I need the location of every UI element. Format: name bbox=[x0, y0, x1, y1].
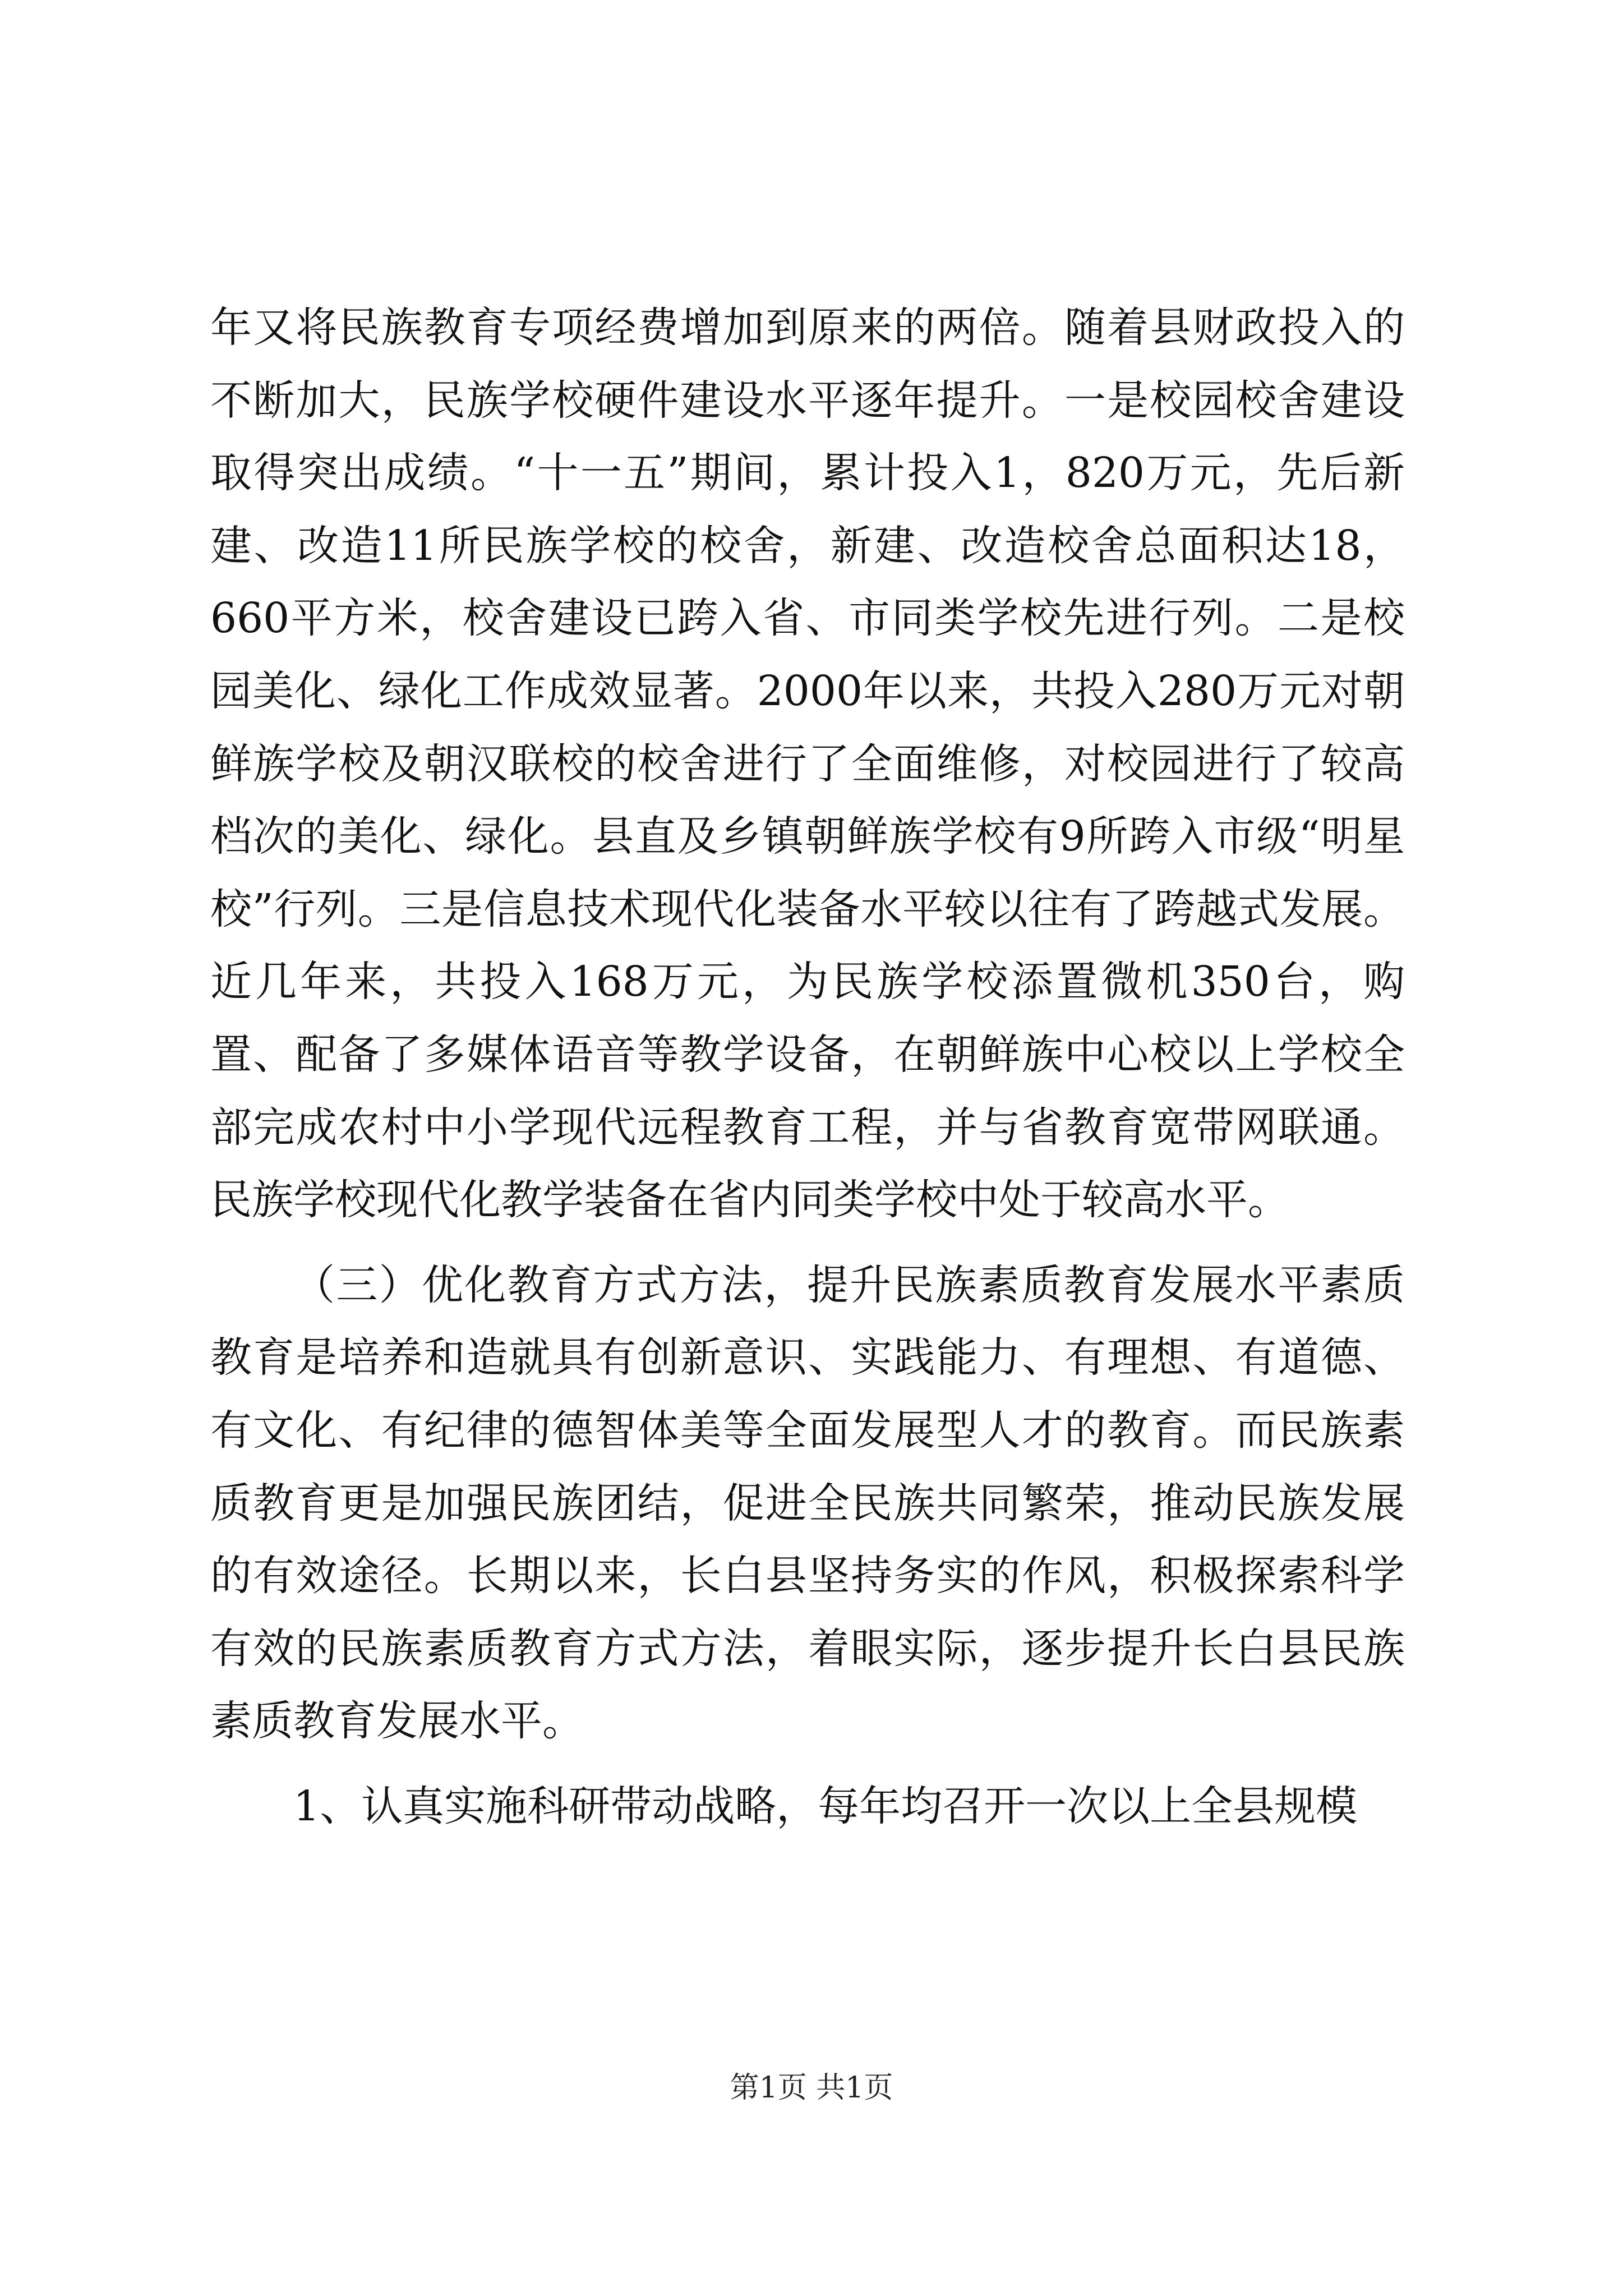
paragraph-hardware-investment: 年又将民族教育专项经费增加到原来的两倍。随着县财政投入的不断加大，民族学校硬件建设水平逐年提升。一是校园校舍建设取得突出成绩。“十一五”期间，累计投入1，820万元，先后新建、改造11所民族学校的校舍，新建、改造校舍总面积达18，660平方米，校舍建设已跨入省、市同类学校先进行列。二是校园美化、绿化工作成效显著。2000年以来，共投入280万元对朝鲜族学校及朝汉联校的校舍进行了全面维修，对校园进行了较高档次的美化、绿化。县直及乡镇朝鲜族学校有9所跨入市级“明星校”行列。三是信息技术现代化装备水平较以往有了跨越式发展。近几年来，共投入168万元，为民族学校添置微机350台，购置、配备了多媒体语音等教学设备，在朝鲜族中心校以上学校全部完成农村中小学现代远程教育工程，并与省教育宽带网联通。民族学校现代化教学装备在省内同类学校中处于较高水平。 bbox=[210, 303, 1405, 1225]
page-footer: 第1页 共1页 bbox=[730, 2071, 893, 2105]
document-body bbox=[210, 292, 1405, 1843]
paragraph-research-strategy: 1、认真实施科研带动战略，每年均召开一次以上全县规模 bbox=[293, 1782, 1358, 1830]
paragraph-quality-education: （三）优化教育方式方法，提升民族素质教育发展水平素质教育是培养和造就具有创新意识、实践能力、有理想、有道德、有文化、有纪律的德智体美等全面发展型人才的教育。而民族素质教育更是加强民族团结，促进全民族共同繁荣，推动民族发展的有效途径。长期以来，长白县坚持务实的作风，积极探索科学有效的民族素质教育方式方法，着眼实际，逐步提升长白县民族素质教育发展水平。 bbox=[210, 1260, 1405, 1746]
